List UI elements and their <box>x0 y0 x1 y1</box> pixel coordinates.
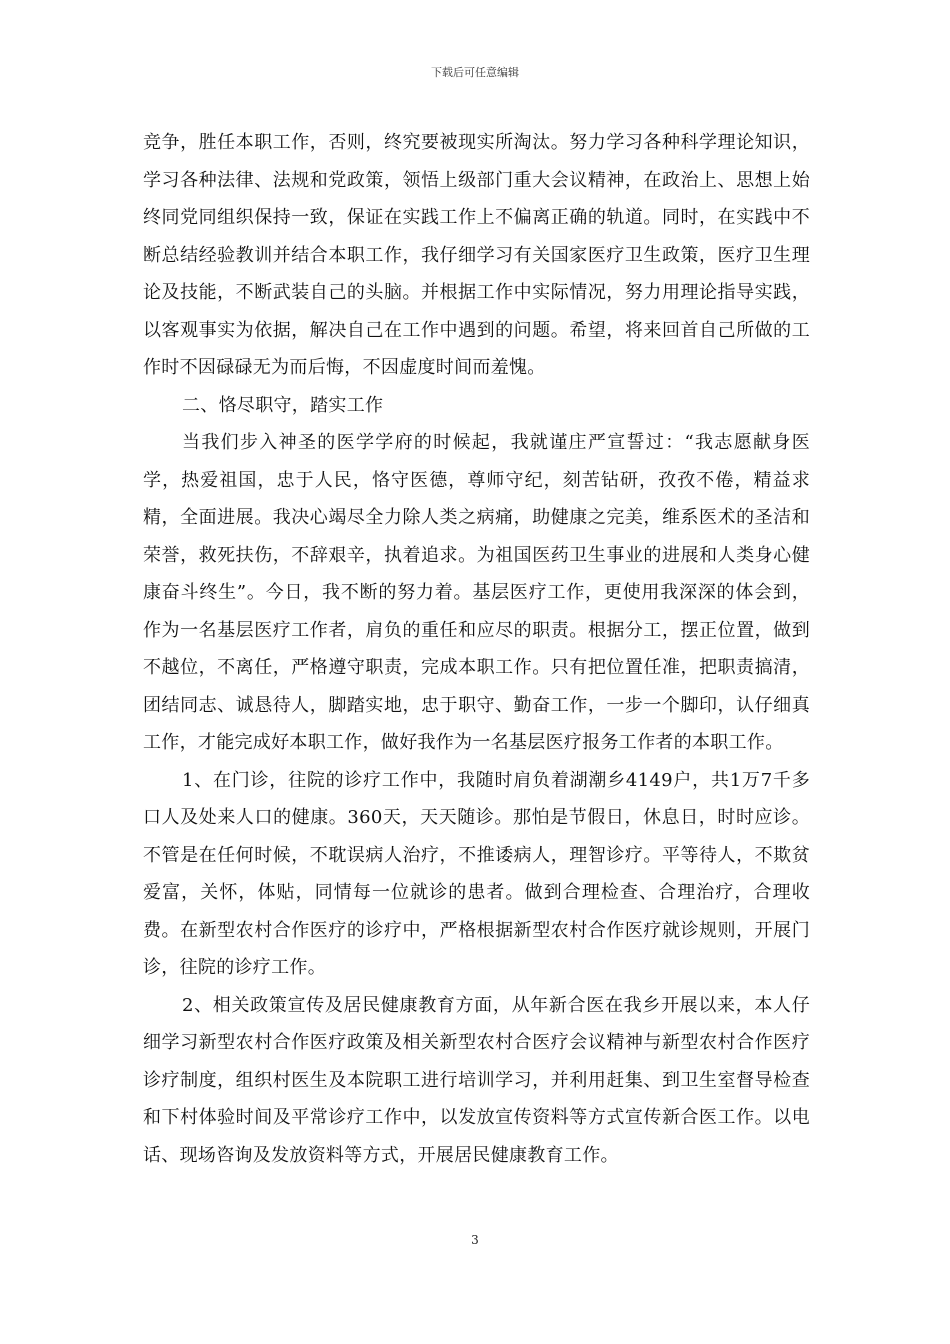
document-body <box>143 124 810 1174</box>
paragraph-oath: 当我们步入神圣的医学学府的时候起，我就谨庄严宣誓过：“我志愿献身医学，热爱祖国，忠于人民，恪守医德，尊师守纪，刻苦钻研，孜孜不倦，精益求精，全面进展。我决心竭尽全力除人类之病痛，助健康之完美，维系医术的圣洁和荣誉，救死扶伤，不辞艰辛，执着追求。为祖国医药卫生事业的进展和人类身心健康奋斗终生”。今日，我不断的努力着。基层医疗工作，更使用我深深的体会到，作为一名基层医疗工作者，肩负的重任和应尽的职责。根据分工，摆正位置，做到不越位，不离任，严格遵守职责，完成本职工作。只有把位置任准，把职责搞清，团结同志、诚恳待人，脚踏实地，忠于职守、勤奋工作，一步一个脚印，认仔细真工作，才能完成好本职工作，做好我作为一名基层医疗报务工作者的本职工作。 <box>143 432 810 753</box>
paragraph-item-1: 1、在门诊，往院的诊疗工作中，我随时肩负着湖潮乡4149户，共1万7千多口人及处来人口的健康。360天，天天随诊。那怕是节假日，休息日，时时应诊。不管是在任何时候，不耽误病人治疗，不推诿病人，理智诊疗。平等待人，不欺贫爱富，关怀，体贴，同情每一位就诊的患者。做到合理检查、合理治疗，合理收费。在新型农村合作医疗的诊疗中，严格根据新型农村合作医疗就诊规则，开展门诊，往院的诊疗工作。 <box>143 769 810 978</box>
paragraph-item-2: 2、相关政策宣传及居民健康教育方面，从年新合医在我乡开展以来，本人仔细学习新型农村合作医疗政策及相关新型农村合医疗会议精神与新型农村合作医疗诊疗制度，组织村医生及本院职工进行培训学习，并利用赶集、到卫生室督导检查和下村体验时间及平常诊疗工作中，以发放宣传资料等方式宣传新合医工作。以电话、现场咨询及发放资料等方式，开展居民健康教育工作。 <box>143 994 810 1166</box>
section-heading: 二、恪尽职守，踏实工作 <box>182 394 384 416</box>
page-number: 3 <box>471 1233 479 1247</box>
page-header: 下载后可任意编辑 <box>431 66 519 79</box>
paragraph-continued: 竞争，胜任本职工作，否则，终究要被现实所淘汰。努力学习各种科学理论知识，学习各种法律、法规和党政策，领悟上级部门重大会议精神，在政治上、思想上始终同党同组织保持一致，保证在实践工作上不偏离正确的轨道。同时，在实践中不断总结经验教训并结合本职工作，我仔细学习有关国家医疗卫生政策，医疗卫生理论及技能，不断武装自己的头脑。并根据工作中实际情况，努力用理论指导实践，以客观事实为依据，解决自己在工作中遇到的问题。希望，将来回首自己所做的工作时不因碌碌无为而后悔，不因虚度时间而羞愧。 <box>143 132 810 378</box>
